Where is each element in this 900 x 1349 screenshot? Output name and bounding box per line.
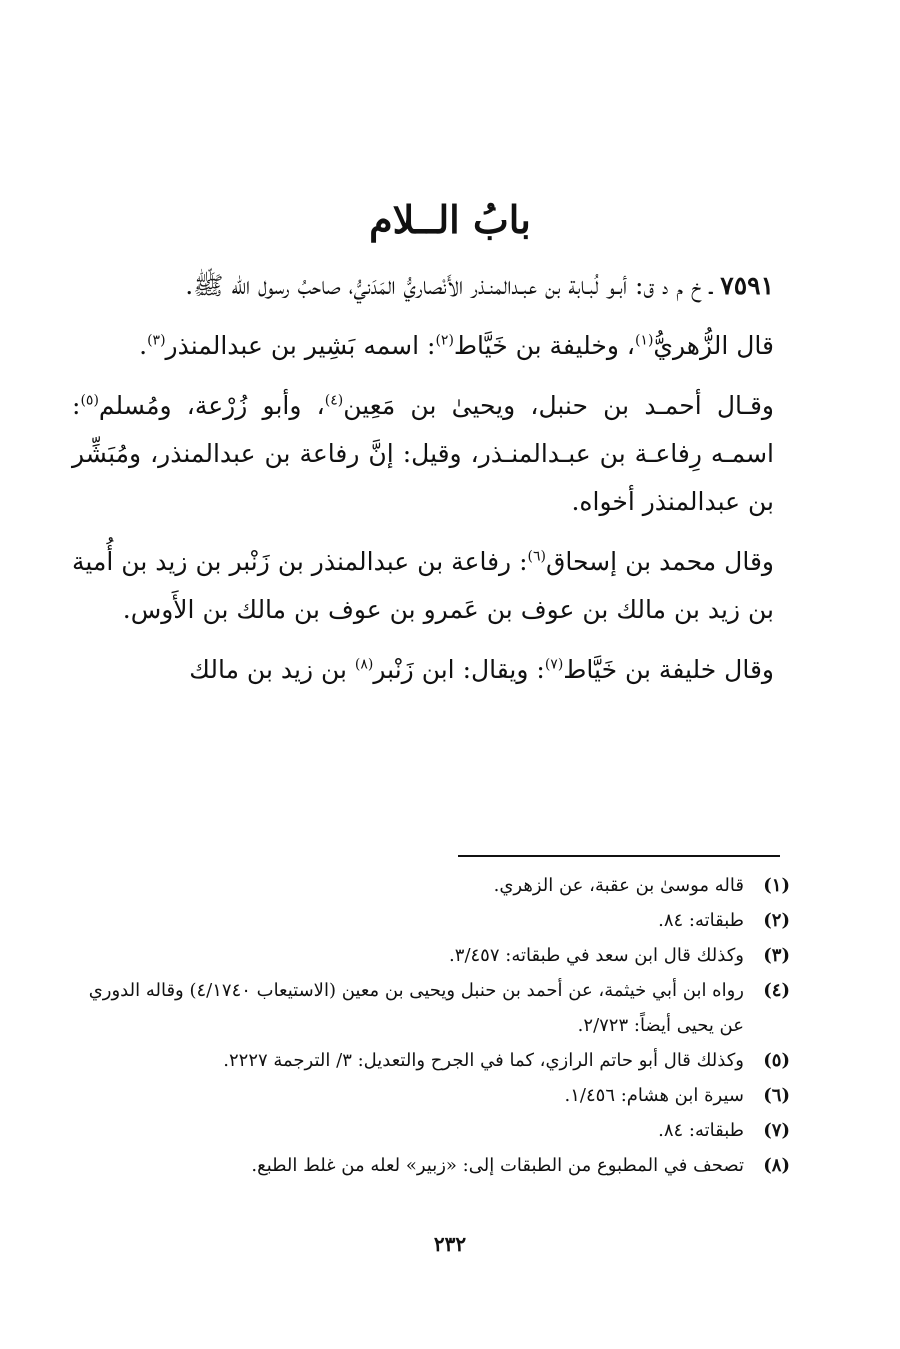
text-run: قال الزُّهريُّ [653, 331, 774, 360]
footnote-ref-7: (٧) [544, 656, 564, 673]
footnote-item [80, 1148, 790, 1183]
footnote-number: (٨) [763, 1155, 790, 1176]
main-text [72, 262, 774, 694]
footnotes [80, 868, 790, 1183]
text-run: : ويقال: ابن زَنْبر [373, 655, 545, 684]
paragraph-zuhri [72, 322, 774, 370]
text-run: وقـال أحمـد بن حنبل، ويحيىٰ بن مَعِين [343, 391, 774, 420]
footnote-ref-3: (٣) [147, 332, 166, 349]
footnote-item [80, 1078, 790, 1113]
footnote-ref-1: (١) [634, 332, 654, 349]
footnote-item [80, 1113, 790, 1148]
footnote-ref-4: (٤) [324, 392, 344, 409]
footnote-text: وكذلك قال أبو حاتم الرازي، كما في الجرح والتعديل: ٣/ الترجمة ٢٢٢٧. [223, 1050, 744, 1071]
footnote-text: وكذلك قال ابن سعد في طبقاته: ٣/٤٥٧. [449, 945, 744, 966]
entry-number: ٧٥٩١ [720, 271, 774, 300]
footnote-number: (٢) [763, 910, 790, 931]
footnote-ref-2: (٢) [435, 332, 454, 349]
footnote-number: (٥) [763, 1050, 790, 1071]
footnote-number: (٦) [763, 1085, 790, 1106]
footnote-item [80, 938, 790, 973]
footnote-ref-5: (٥) [80, 392, 99, 409]
footnote-ref-6: (٦) [527, 548, 547, 565]
footnote-item [80, 903, 790, 938]
footnote-text: طبقاته: ٨٤. [658, 910, 744, 931]
text-run: . [139, 331, 148, 360]
footnote-number: (٤) [763, 980, 790, 1001]
text-run: بن زيد بن مالك [189, 655, 355, 684]
footnote-item [80, 1043, 790, 1078]
paragraph-ishaq [72, 538, 774, 634]
footnote-number: (١) [763, 875, 790, 896]
text-run: ، وأبو زُرْعة، ومُسلم [98, 391, 325, 420]
text-run: ، وخليفة بن خَيَّاط [453, 331, 635, 360]
footnote-text: تصحف في المطبوع من الطبقات إلى: «زبير» لعله من غلط الطبع. [251, 1155, 744, 1176]
text-run: : اسمه بَشِير بن عبدالمنذر [165, 331, 436, 360]
text-run: : اسمـه رِفاعـة بن عبـدالمنـذر، وقيل: إنَّ رفاعة بن عبدالمنذر، ومُبَشِّر بن عبدالمنذر أخواه. [72, 391, 774, 516]
footnote-number: (٧) [763, 1120, 790, 1141]
footnote-text: قاله موسىٰ بن عقبة، عن الزهري. [493, 875, 744, 896]
page-number: ٢٣٢ [433, 1232, 467, 1256]
text-run: : رفاعة بن عبدالمنذر بن زَنْبر بن زيد بن أُمية بن زيد بن مالك بن عوف بن عَمرو بن عوف بن مالك بن الأَوس. [72, 547, 774, 624]
text-run: وقال خليفة بن خَيَّاط [563, 655, 774, 684]
paragraph-khalifa [72, 646, 774, 694]
chapter-heading: بابُ الــلام [369, 197, 531, 242]
footnote-text: رواه ابن أبي خيثمة، عن أحمد بن حنبل ويحيى بن معين (الاستيعاب ٤/١٧٤٠) وقاله الدوري عن يحيى أيضاً: ٢/٧٢٣. [88, 980, 744, 1036]
entry-paragraph [72, 262, 774, 310]
footnote-text: طبقاته: ٨٤. [658, 1120, 744, 1141]
entry-name: أبـو لُبـابة بن عبـدالمنـذر الأَنْصاريُّ المَدَنيُّ، صاحبُ رسول الله ﷺ. [185, 271, 628, 300]
entry-codes: ـ خ م د ق: [634, 271, 713, 300]
footnote-divider [458, 855, 780, 857]
text-run: وقال محمد بن إسحاق [546, 547, 774, 576]
paragraph-ahmad [72, 382, 774, 526]
footnote-text: سيرة ابن هشام: ١/٤٥٦. [564, 1085, 744, 1106]
footnote-ref-8: (٨) [354, 656, 374, 673]
footnote-number: (٣) [763, 945, 790, 966]
footnote-item [80, 973, 790, 1043]
footnote-item [80, 868, 790, 903]
